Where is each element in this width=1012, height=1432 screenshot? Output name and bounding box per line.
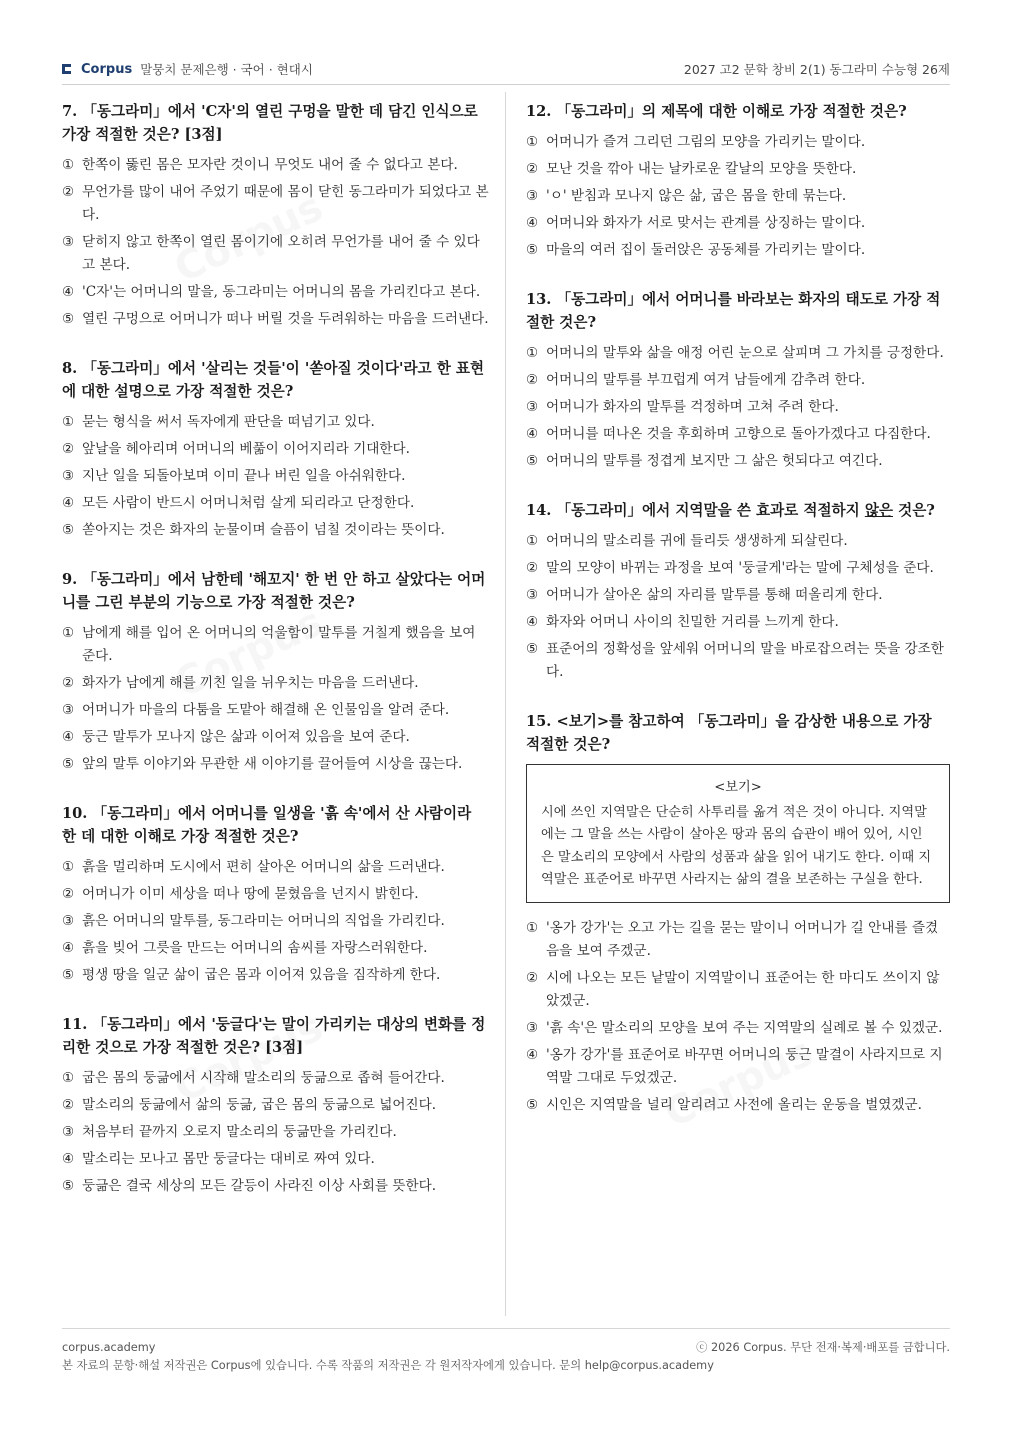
option-text: 모든 사람이 반드시 어머니처럼 살게 되리라고 단정한다. xyxy=(82,495,415,511)
option-text: 어머니가 마을의 다툼을 도맡아 해결해 온 인물임을 알려 준다. xyxy=(82,702,450,718)
option-text: 앞의 말투 이야기와 무관한 새 이야기를 끌어들여 시상을 끊는다. xyxy=(82,756,463,772)
option-item[interactable] xyxy=(62,281,490,304)
option-number: ② xyxy=(62,184,75,200)
question-title: 13. 「동그라미」에서 어머니를 바라보는 화자의 태도로 가장 적절한 것은? xyxy=(526,291,941,331)
option-text: 무언가를 많이 내어 주었기 때문에 몸이 닫힌 동그라미가 되었다고 본다. xyxy=(82,184,489,223)
footer-copyright: ⓒ 2026 Corpus. 무단 전재·복제·배포를 금합니다. xyxy=(696,1341,950,1354)
brand-name: Corpus xyxy=(81,61,133,77)
option-text: 어머니가 살아온 삶의 자리를 말투를 통해 떠올리게 한다. xyxy=(546,587,883,603)
option-number: ① xyxy=(526,134,539,150)
question-title-end: 것은? xyxy=(893,502,935,519)
question-10 xyxy=(62,802,490,987)
question-title: 15. <보기>를 참고하여 「동그라미」을 감상한 내용으로 가장 적절한 것은? xyxy=(526,713,932,753)
option-item[interactable] xyxy=(62,1067,490,1090)
option-item[interactable] xyxy=(526,638,950,684)
option-item[interactable] xyxy=(62,1148,490,1171)
option-number: ③ xyxy=(62,234,75,250)
option-number: ④ xyxy=(62,495,75,511)
option-item[interactable] xyxy=(526,158,950,181)
option-number: ① xyxy=(62,414,75,430)
option-text: 시에 나오는 모든 낱말이 지역말이니 표준어는 한 마디도 쓰이지 않았겠군. xyxy=(546,969,940,1009)
option-text: 모난 것을 깎아 내는 날카로운 칼날의 모양을 뜻한다. xyxy=(546,161,857,177)
option-number: ③ xyxy=(526,587,539,603)
column-divider xyxy=(505,92,506,1316)
option-text: 흙은 어머니의 말투를, 동그라미는 어머니의 직업을 가리킨다. xyxy=(82,913,445,929)
option-text: 'ㅇ' 받침과 모나지 않은 삶, 굽은 몸을 한데 묶는다. xyxy=(546,188,847,204)
option-item[interactable] xyxy=(526,239,950,262)
option-number: ② xyxy=(526,560,539,576)
question-7 xyxy=(62,100,490,331)
option-item[interactable] xyxy=(526,1094,950,1117)
option-number: ③ xyxy=(526,188,539,204)
option-number: ④ xyxy=(62,940,75,956)
header-exam-title: 2027 고2 문학 창비 2(1) 동그라미 수능형 26제 xyxy=(683,62,950,77)
option-text: 한쪽이 뚫린 몸은 모자란 것이니 무엇도 내어 줄 수 없다고 본다. xyxy=(82,157,458,173)
left-column xyxy=(62,100,490,1224)
option-number: ⑤ xyxy=(62,311,75,327)
question-15 xyxy=(526,710,950,1117)
option-number: ④ xyxy=(62,1151,75,1167)
option-item[interactable] xyxy=(526,450,950,473)
option-number: ③ xyxy=(526,399,539,415)
option-item[interactable] xyxy=(62,910,490,933)
question-title-emphasis: 않은 xyxy=(864,502,894,519)
option-item[interactable] xyxy=(526,1017,950,1040)
page-footer xyxy=(62,1328,950,1375)
option-item[interactable] xyxy=(62,519,490,542)
option-number: ① xyxy=(62,157,75,173)
option-number: ④ xyxy=(62,729,75,745)
option-item[interactable] xyxy=(62,308,490,331)
option-text: 'C자'는 어머니의 말을, 동그라미는 어머니의 몸을 가리킨다고 본다. xyxy=(82,284,481,300)
option-text: 흙을 멀리하며 도시에서 편히 살아온 어머니의 삶을 드러낸다. xyxy=(82,859,445,875)
option-text: '옹가 강가'를 표준어로 바꾸면 어머니의 둥근 말결이 사라지므로 지역말 그대로 두었겠군. xyxy=(546,1046,943,1086)
option-number: ③ xyxy=(526,1019,539,1036)
option-text: 어머니가 즐겨 그리던 그림의 모양을 가리키는 말이다. xyxy=(546,134,866,150)
footer-notice: 본 자료의 문항·해설 저작권은 Corpus에 있습니다. 수록 작품의 저작권은 각 원저작자에게 있습니다. 문의 help@corpus.academy xyxy=(62,1359,714,1372)
header-subject: 말뭉치 문제은행 · 국어 · 현대시 xyxy=(140,62,313,77)
option-number: ⑤ xyxy=(526,453,539,469)
option-text: 열린 구멍으로 어머니가 떠나 버릴 것을 두려워하는 마음을 드러낸다. xyxy=(82,311,489,327)
question-title: 8. 「동그라미」에서 '살리는 것들'이 '쏟아질 것이다'라고 한 표현에 대한 설명으로 가장 적절한 것은? xyxy=(62,360,485,400)
right-column xyxy=(526,100,950,1143)
option-number: ⑤ xyxy=(62,1178,75,1194)
option-text: 앞날을 헤아리며 어머니의 베풂이 이어지리라 기대한다. xyxy=(82,441,410,457)
option-text: 어머니의 말소리를 귀에 들리듯 생생하게 되살린다. xyxy=(546,533,848,549)
option-item[interactable] xyxy=(62,154,490,177)
bogi-title: <보기> xyxy=(714,780,762,795)
option-number: ⑤ xyxy=(62,967,75,983)
option-item[interactable] xyxy=(62,937,490,960)
option-number: ① xyxy=(62,625,75,641)
option-number: ④ xyxy=(526,215,539,231)
option-number: ⑤ xyxy=(62,756,75,772)
option-number: ② xyxy=(526,372,539,388)
option-number: ③ xyxy=(62,702,75,718)
option-item[interactable] xyxy=(62,1175,490,1198)
option-item[interactable] xyxy=(526,131,950,154)
option-text: 마을의 여러 집이 둘러앉은 공동체를 가리키는 말이다. xyxy=(546,242,866,258)
option-item[interactable] xyxy=(526,342,950,365)
question-12 xyxy=(526,100,950,262)
question-title-main: 14. 「동그라미」에서 지역말을 쓴 효과로 적절하지 xyxy=(526,502,865,519)
option-number: ② xyxy=(62,441,75,457)
question-14 xyxy=(526,499,950,684)
page-header xyxy=(62,52,950,85)
option-number: ① xyxy=(526,533,539,549)
option-item[interactable] xyxy=(62,231,490,277)
option-text: 둥긂은 결국 세상의 모든 갈등이 사라진 이상 사회를 뜻한다. xyxy=(82,1178,437,1194)
option-text: '흙 속'은 말소리의 모양을 보여 주는 지역말의 실례로 볼 수 있겠군. xyxy=(546,1019,943,1036)
option-number: ② xyxy=(62,675,75,691)
option-item[interactable] xyxy=(62,699,490,722)
option-item[interactable] xyxy=(62,181,490,227)
bogi-text: 시에 쓰인 지역말은 단순히 사투리를 옮겨 적은 것이 아니다. 지역말에는 그 말을 쓰는 사람이 살아온 땅과 몸의 습관이 배어 있어, 시인은 말소리의 모양에서 사람의 성품과 삶을 읽어 내기도 한다. 이때 지역말은 표준어로 바꾸면 사라지는 삶의 결을 보존하는 구실을 한다. xyxy=(541,804,932,887)
question-8 xyxy=(62,357,490,542)
question-title: 12. 「동그라미」의 제목에 대한 이해로 가장 적절한 것은? xyxy=(526,103,907,120)
option-text: 어머니의 말투와 삶을 애정 어린 눈으로 살피며 그 가치를 긍정한다. xyxy=(546,345,944,361)
option-item[interactable] xyxy=(62,438,490,461)
option-number: ① xyxy=(62,1070,75,1086)
option-number: ⑤ xyxy=(526,641,539,657)
option-item[interactable] xyxy=(526,917,950,963)
option-number: ⑤ xyxy=(526,1096,539,1113)
option-text: 어머니가 화자의 말투를 걱정하며 고쳐 주려 한다. xyxy=(546,399,839,415)
option-text: 어머니가 이미 세상을 떠나 땅에 묻혔음을 넌지시 밝힌다. xyxy=(82,886,419,902)
option-text: 묻는 형식을 써서 독자에게 판단을 떠넘기고 있다. xyxy=(82,414,375,430)
option-text: 어머니의 말투를 정겹게 보지만 그 삶은 헛되다고 여긴다. xyxy=(546,453,883,469)
option-item[interactable] xyxy=(526,584,950,607)
option-text: 흙을 빚어 그릇을 만드는 어머니의 솜씨를 자랑스러워한다. xyxy=(82,940,428,956)
bogi-box xyxy=(526,764,950,903)
option-number: ① xyxy=(526,919,539,936)
option-item[interactable] xyxy=(62,726,490,749)
option-text: 말소리의 둥긂에서 삶의 둥긂, 굽은 몸의 둥긂으로 넓어진다. xyxy=(82,1097,437,1113)
option-text: 말소리는 모나고 몸만 둥글다는 대비로 짜여 있다. xyxy=(82,1151,375,1167)
option-item[interactable] xyxy=(526,530,950,553)
option-number: ⑤ xyxy=(526,242,539,258)
option-text: 쏟아지는 것은 화자의 눈물이며 슬픔이 넘칠 것이라는 뜻이다. xyxy=(82,522,445,538)
option-number: ① xyxy=(62,859,75,875)
option-text: 닫히지 않고 한쪽이 열린 몸이기에 오히려 무언가를 내어 줄 수 있다고 본다. xyxy=(82,234,480,273)
option-text: 어머니의 말투를 부끄럽게 여겨 남들에게 감추려 한다. xyxy=(546,372,866,388)
option-item[interactable] xyxy=(62,1121,490,1144)
option-item[interactable] xyxy=(62,622,490,668)
option-text: 남에게 해를 입어 온 어머니의 억울함이 말투를 거칠게 했음을 보여 준다. xyxy=(82,625,476,664)
option-item[interactable] xyxy=(62,672,490,695)
option-item[interactable] xyxy=(526,212,950,235)
option-text: 어머니를 떠나온 것을 후회하며 고향으로 돌아가겠다고 다짐한다. xyxy=(546,426,931,442)
option-number: ⑤ xyxy=(62,522,75,538)
option-item[interactable] xyxy=(526,369,950,392)
option-text: '옹가 강가'는 오고 가는 길을 묻는 말이니 어머니가 길 안내를 즐겼음을 보여 주겠군. xyxy=(546,919,939,959)
option-text: 말의 모양이 바뀌는 과정을 보여 '둥글게'라는 말에 구체성을 준다. xyxy=(546,560,934,576)
option-text: 어머니와 화자가 서로 맞서는 관계를 상징하는 말이다. xyxy=(546,215,866,231)
option-item[interactable] xyxy=(526,611,950,634)
question-title: 7. 「동그라미」에서 'C자'의 열린 구멍을 말한 데 담긴 인식으로 가장 적절한 것은? [3점] xyxy=(62,103,478,143)
option-number: ④ xyxy=(526,1046,539,1063)
option-item[interactable] xyxy=(62,964,490,987)
option-item[interactable] xyxy=(526,185,950,208)
question-9 xyxy=(62,568,490,776)
option-item[interactable] xyxy=(526,557,950,580)
option-number: ③ xyxy=(62,913,75,929)
option-item[interactable] xyxy=(62,492,490,515)
question-title: 11. 「동그라미」에서 '둥글다'는 말이 가리키는 대상의 변화를 정리한 것으로 가장 적절한 것은? [3점] xyxy=(62,1016,486,1056)
corpus-logo-icon xyxy=(62,64,71,74)
option-text: 평생 땅을 일군 삶이 굽은 몸과 이어져 있음을 짐작하게 한다. xyxy=(82,967,441,983)
option-text: 처음부터 끝까지 오로지 말소리의 둥긂만을 가리킨다. xyxy=(82,1124,397,1140)
option-text: 표준어의 정확성을 앞세워 어머니의 말을 바로잡으려는 뜻을 강조한다. xyxy=(546,641,944,680)
question-13 xyxy=(526,288,950,473)
option-text: 화자와 어머니 사이의 친밀한 거리를 느끼게 한다. xyxy=(546,614,839,630)
option-item[interactable] xyxy=(526,423,950,446)
option-item[interactable] xyxy=(526,1044,950,1090)
option-number: ② xyxy=(526,161,539,177)
footer-site-link[interactable]: corpus.academy xyxy=(62,1341,156,1354)
option-item[interactable] xyxy=(62,753,490,776)
option-item[interactable] xyxy=(526,967,950,1013)
option-item[interactable] xyxy=(62,856,490,879)
option-item[interactable] xyxy=(62,883,490,906)
option-number: ② xyxy=(62,1097,75,1113)
question-title: 9. 「동그라미」에서 남한테 '해꼬지' 한 번 안 하고 살았다는 어머니를 그린 부분의 기능으로 가장 적절한 것은? xyxy=(62,571,486,611)
option-text: 시인은 지역말을 널리 알리려고 사전에 올리는 운동을 벌였겠군. xyxy=(546,1096,922,1113)
option-text: 화자가 남에게 해를 끼친 일을 뉘우치는 마음을 드러낸다. xyxy=(82,675,419,691)
header-left xyxy=(62,60,313,78)
option-number: ④ xyxy=(526,426,539,442)
option-number: ② xyxy=(62,886,75,902)
option-item[interactable] xyxy=(62,465,490,488)
option-text: 지난 일을 되돌아보며 이미 끝나 버린 일을 아쉬워한다. xyxy=(82,468,406,484)
option-text: 둥근 말투가 모나지 않은 삶과 이어져 있음을 보여 준다. xyxy=(82,729,410,745)
option-item[interactable] xyxy=(62,1094,490,1117)
question-11 xyxy=(62,1013,490,1198)
option-number: ② xyxy=(526,969,539,986)
option-number: ③ xyxy=(62,468,75,484)
question-title: 10. 「동그라미」에서 어머니를 일생을 '흙 속'에서 산 사람이라 한 데 대한 이해로 가장 적절한 것은? xyxy=(62,805,472,845)
question-title xyxy=(526,499,950,522)
option-number: ④ xyxy=(526,614,539,630)
option-number: ③ xyxy=(62,1124,75,1140)
option-item[interactable] xyxy=(62,411,490,434)
option-number: ④ xyxy=(62,284,75,300)
option-number: ① xyxy=(526,345,539,361)
option-item[interactable] xyxy=(526,396,950,419)
option-text: 굽은 몸의 둥긂에서 시작해 말소리의 둥긂으로 좁혀 들어간다. xyxy=(82,1070,445,1086)
